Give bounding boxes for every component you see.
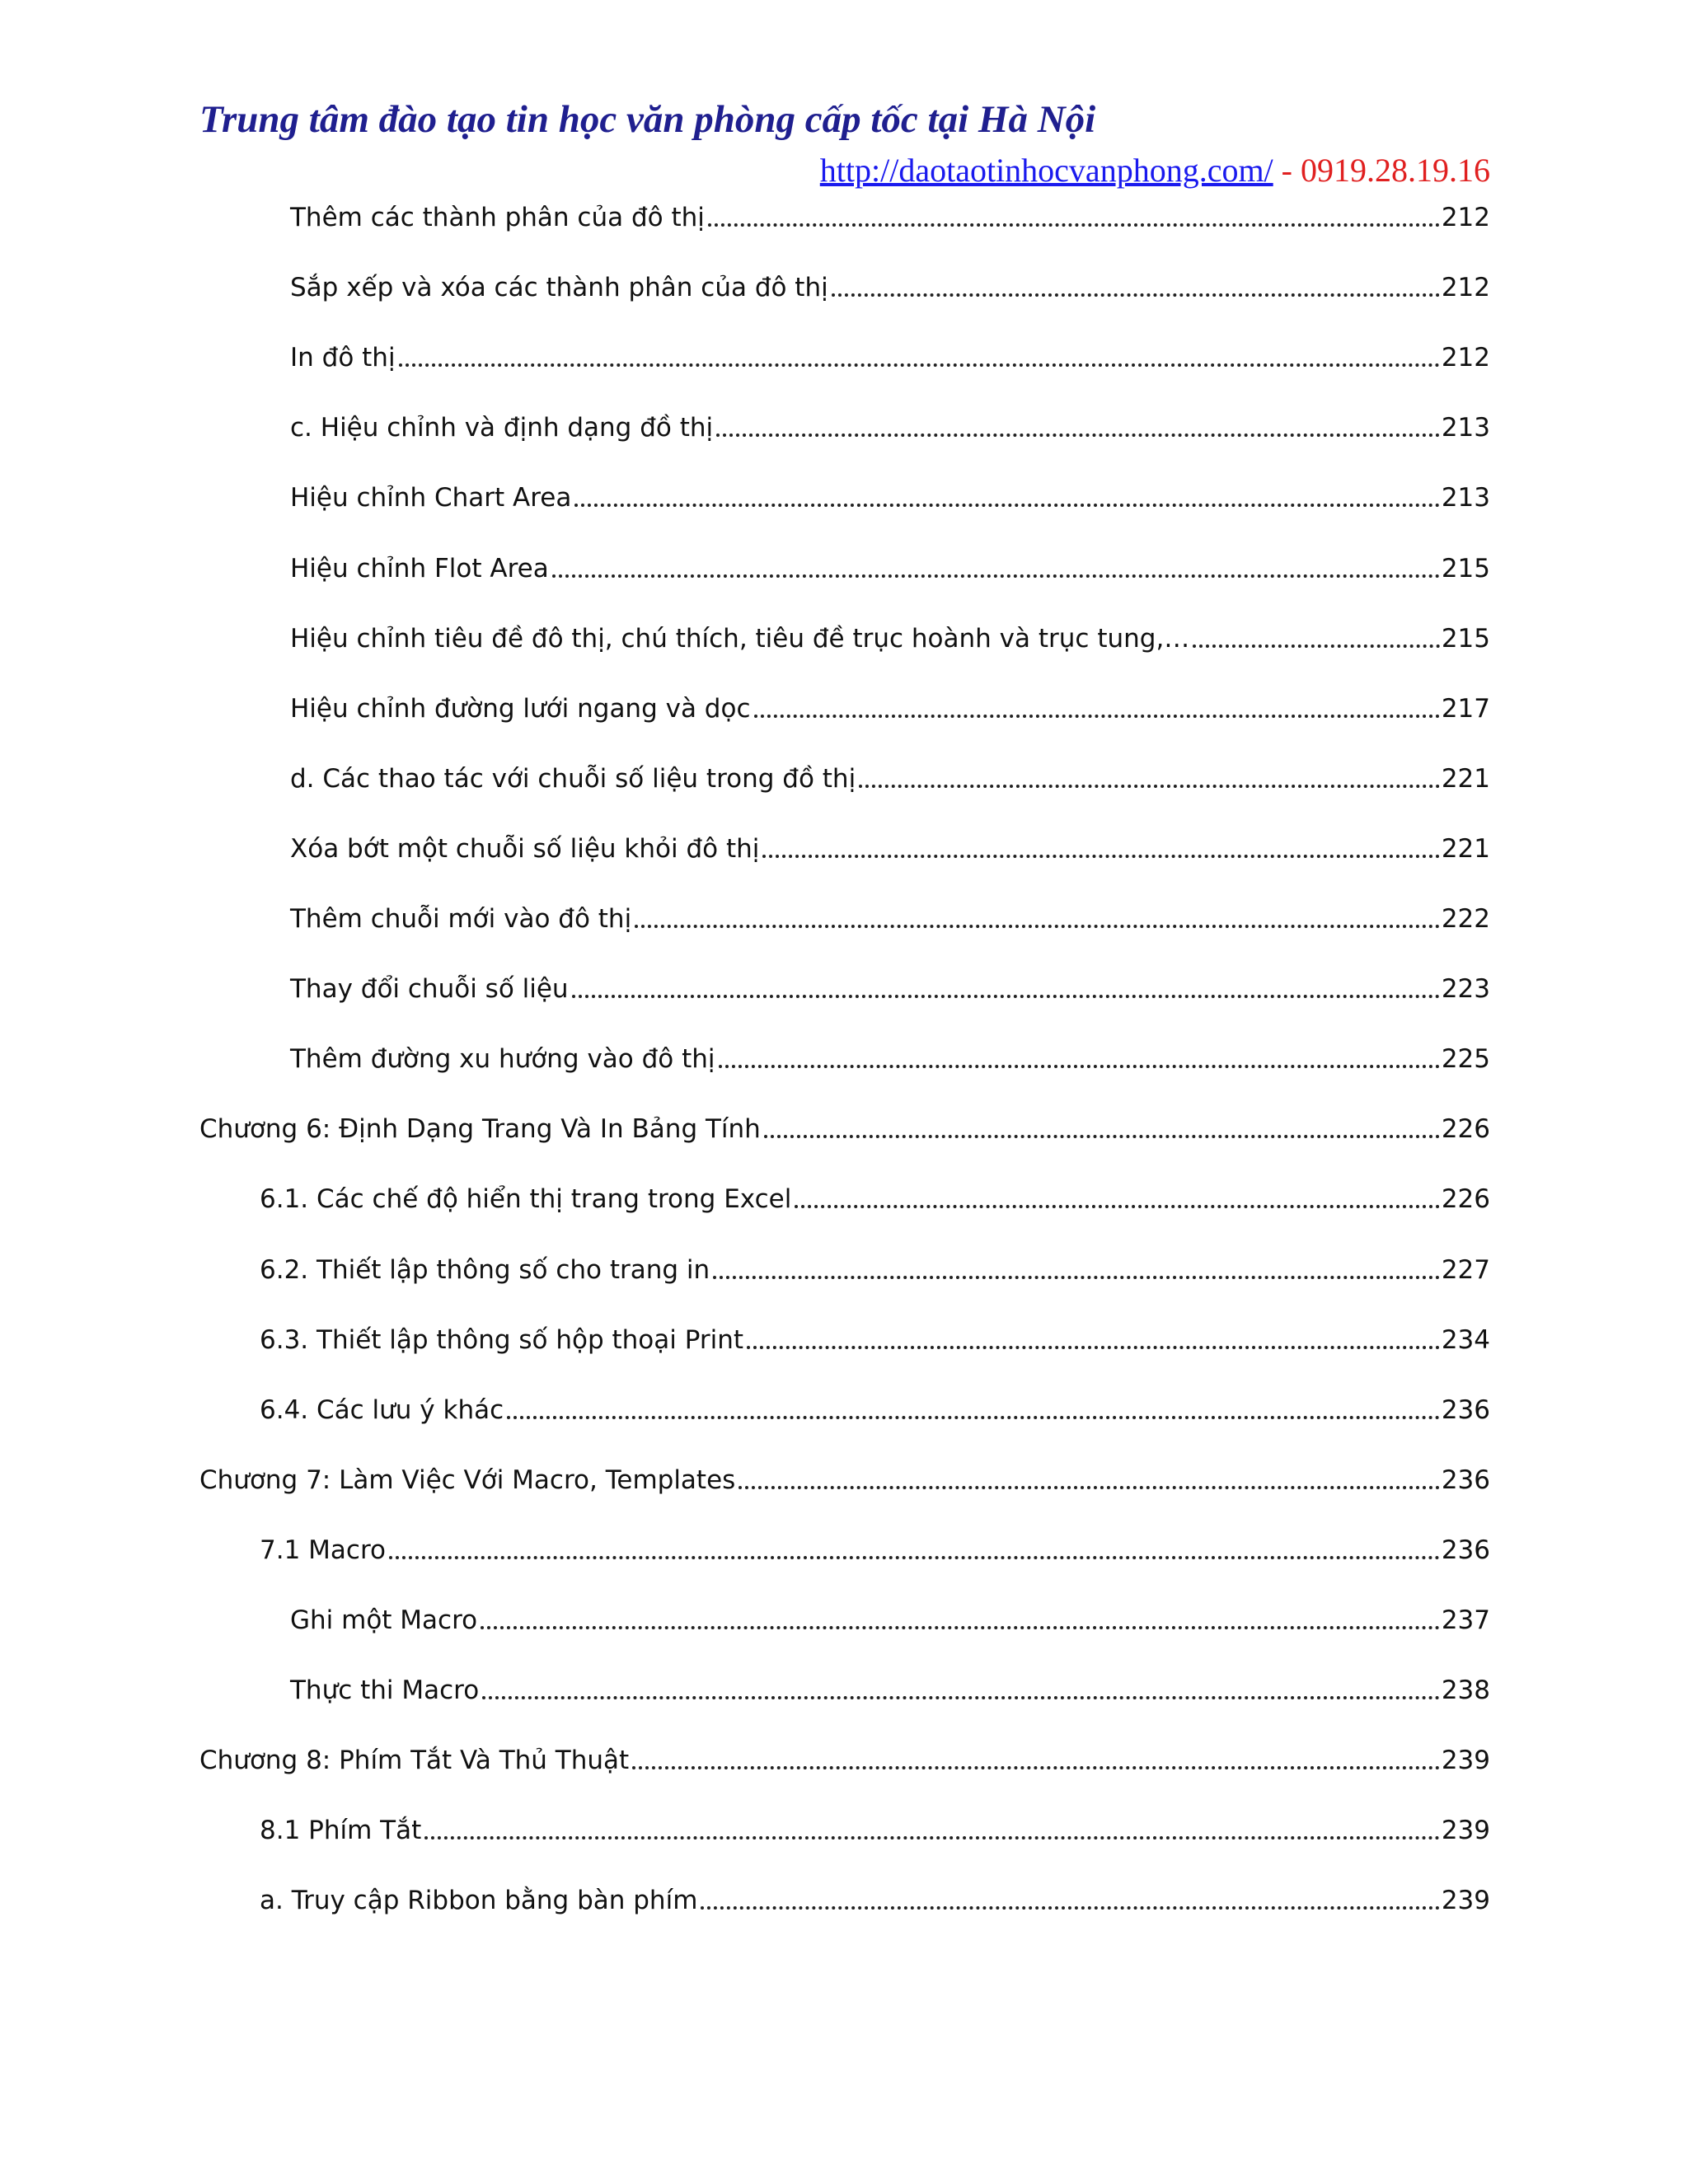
toc-entry-page-number: 215 [1441, 554, 1490, 583]
toc-dot-leader [482, 1696, 1440, 1699]
toc-entry[interactable] [290, 1666, 1490, 1707]
header-separator: - [1273, 152, 1301, 189]
toc-entry-page-number: 238 [1441, 1675, 1490, 1705]
toc-entry-title: 8.1 Phím Tắt [260, 1816, 422, 1845]
toc-entry[interactable] [260, 1526, 1490, 1567]
toc-dot-leader [572, 995, 1440, 998]
toc-entry[interactable] [199, 1104, 1490, 1146]
toc-entry[interactable] [290, 1596, 1490, 1637]
header-url-link[interactable]: http://daotaotinhocvanphong.com/ [819, 152, 1273, 189]
toc-entry-title: 6.2. Thiết lập thông số cho trang in [260, 1255, 710, 1285]
toc-entry-title: Thêm đường xu hướng vào đô thị [290, 1044, 715, 1074]
toc-entry-title: Sắp xếp và xóa các thành phân của đô thị [290, 273, 828, 302]
toc-entry-title: 7.1 Macro [260, 1535, 386, 1565]
toc-entry[interactable] [260, 1315, 1490, 1357]
toc-entry-page-number: 234 [1441, 1325, 1490, 1355]
toc-entry-page-number: 213 [1441, 413, 1490, 443]
toc-entry[interactable] [199, 1455, 1490, 1497]
toc-dot-leader [708, 223, 1440, 227]
toc-entry[interactable] [260, 1385, 1490, 1427]
toc-entry[interactable] [290, 894, 1490, 935]
toc-dot-leader [859, 785, 1440, 788]
toc-dot-leader [635, 925, 1440, 928]
toc-entry[interactable] [290, 193, 1490, 234]
toc-entry-title: 6.1. Các chế độ hiển thị trang trong Excel [260, 1184, 792, 1214]
toc-entry-title: Xóa bớt một chuỗi số liệu khỏi đô thị [290, 834, 760, 864]
toc-dot-leader [747, 1346, 1440, 1349]
toc-entry[interactable] [290, 684, 1490, 725]
toc-entry-page-number: 215 [1441, 624, 1490, 654]
toc-entry[interactable] [260, 1806, 1490, 1847]
toc-dot-leader [832, 293, 1440, 297]
toc-entry-page-number: 212 [1441, 343, 1490, 373]
toc-entry[interactable] [290, 263, 1490, 304]
toc-entry-page-number: 221 [1441, 764, 1490, 794]
toc-entry-page-number: 239 [1441, 1816, 1490, 1845]
toc-entry-title: Thêm các thành phân của đô thị [290, 203, 705, 232]
toc-dot-leader [574, 504, 1439, 507]
toc-entry-title: d. Các thao tác với chuỗi số liệu trong đồ thị [290, 764, 856, 794]
toc-entry-title: Thêm chuỗi mới vào đô thị [290, 904, 632, 934]
toc-entry[interactable] [290, 614, 1490, 655]
header-phone: 0919.28.19.16 [1301, 152, 1490, 189]
toc-entry[interactable] [290, 473, 1490, 514]
toc-entry-page-number: 239 [1441, 1746, 1490, 1775]
toc-dot-leader [713, 1276, 1440, 1279]
toc-entry-page-number: 226 [1441, 1184, 1490, 1214]
toc-entry-title: a. Truy cập Ribbon bằng bàn phím [260, 1886, 698, 1915]
toc-entry-title: Chương 7: Làm Việc Với Macro, Templates [199, 1465, 736, 1495]
toc-entry-title: 6.4. Các lưu ý khác [260, 1395, 504, 1425]
toc-entry-title: Hiệu chỉnh đường lưới ngang và dọc [290, 694, 751, 724]
toc-entry[interactable] [290, 403, 1490, 444]
toc-entry-title: Thực thi Macro [290, 1675, 480, 1705]
toc-entry[interactable] [290, 754, 1490, 795]
toc-entry-page-number: 236 [1441, 1395, 1490, 1425]
toc-entry[interactable] [290, 333, 1490, 374]
toc-dot-leader [424, 1836, 1440, 1840]
toc-entry[interactable] [260, 1174, 1490, 1216]
toc-entry-title: In đô thị [290, 343, 396, 373]
toc-dot-leader [764, 1135, 1440, 1138]
toc-entry[interactable] [290, 824, 1490, 865]
toc-dot-leader [389, 1556, 1440, 1559]
header-title: Trung tâm đào tạo tin học văn phòng cấp tốc tại Hà Nội [199, 98, 1096, 141]
toc-entry-page-number: 213 [1441, 483, 1490, 513]
toc-entry-title: Hiệu chỉnh tiêu đề đô thị, chú thích, tiêu đề trục hoành và trục tung,… [290, 624, 1190, 654]
toc-entry-page-number: 225 [1441, 1044, 1490, 1074]
toc-entry-page-number: 237 [1441, 1605, 1490, 1635]
toc-entry-page-number: 222 [1441, 904, 1490, 934]
toc-dot-leader [507, 1416, 1440, 1419]
toc-entry-page-number: 236 [1441, 1465, 1490, 1495]
toc-entry[interactable] [199, 1736, 1490, 1777]
toc-entry[interactable] [290, 1034, 1490, 1076]
toc-entry-page-number: 212 [1441, 273, 1490, 302]
toc-entry-page-number: 217 [1441, 694, 1490, 724]
toc-entry-page-number: 239 [1441, 1886, 1490, 1915]
toc-entry[interactable] [290, 544, 1490, 585]
toc-entry-title: Hiệu chỉnh Flot Area [290, 554, 549, 583]
toc-entry-page-number: 212 [1441, 203, 1490, 232]
toc-dot-leader [719, 1065, 1440, 1068]
toc-entry-page-number: 221 [1441, 834, 1490, 864]
toc-dot-leader [399, 363, 1440, 367]
toc-entry[interactable] [260, 1876, 1490, 1917]
toc-entry-page-number: 236 [1441, 1535, 1490, 1565]
toc-dot-leader [795, 1205, 1440, 1208]
toc-dot-leader [716, 434, 1440, 437]
toc-entry[interactable] [290, 964, 1490, 1005]
toc-entry-page-number: 223 [1441, 974, 1490, 1004]
toc-entry-title: Hiệu chỉnh Chart Area [290, 483, 572, 513]
toc-entry-page-number: 227 [1441, 1255, 1490, 1285]
toc-dot-leader [754, 715, 1440, 718]
toc-entry[interactable] [260, 1245, 1490, 1286]
toc-entry-title: Ghi một Macro [290, 1605, 478, 1635]
toc-dot-leader [762, 855, 1439, 858]
toc-dot-leader [552, 574, 1440, 578]
toc-entry-title: Chương 8: Phím Tắt Và Thủ Thuật [199, 1746, 630, 1775]
header-contact [820, 151, 1490, 190]
toc-dot-leader [481, 1626, 1440, 1629]
toc-entry-title: Chương 6: Định Dạng Trang Và In Bảng Tính [199, 1114, 761, 1144]
toc-entry-title: 6.3. Thiết lập thông số hộp thoại Print [260, 1325, 744, 1355]
toc-entry-title: Thay đổi chuỗi số liệu [290, 974, 569, 1004]
toc-dot-leader [1193, 644, 1440, 648]
toc-dot-leader [701, 1906, 1439, 1910]
toc-entry-title: c. Hiệu chỉnh và định dạng đồ thị [290, 413, 714, 443]
toc-dot-leader [632, 1766, 1440, 1769]
toc-dot-leader [738, 1486, 1440, 1489]
toc-entry-page-number: 226 [1441, 1114, 1490, 1144]
